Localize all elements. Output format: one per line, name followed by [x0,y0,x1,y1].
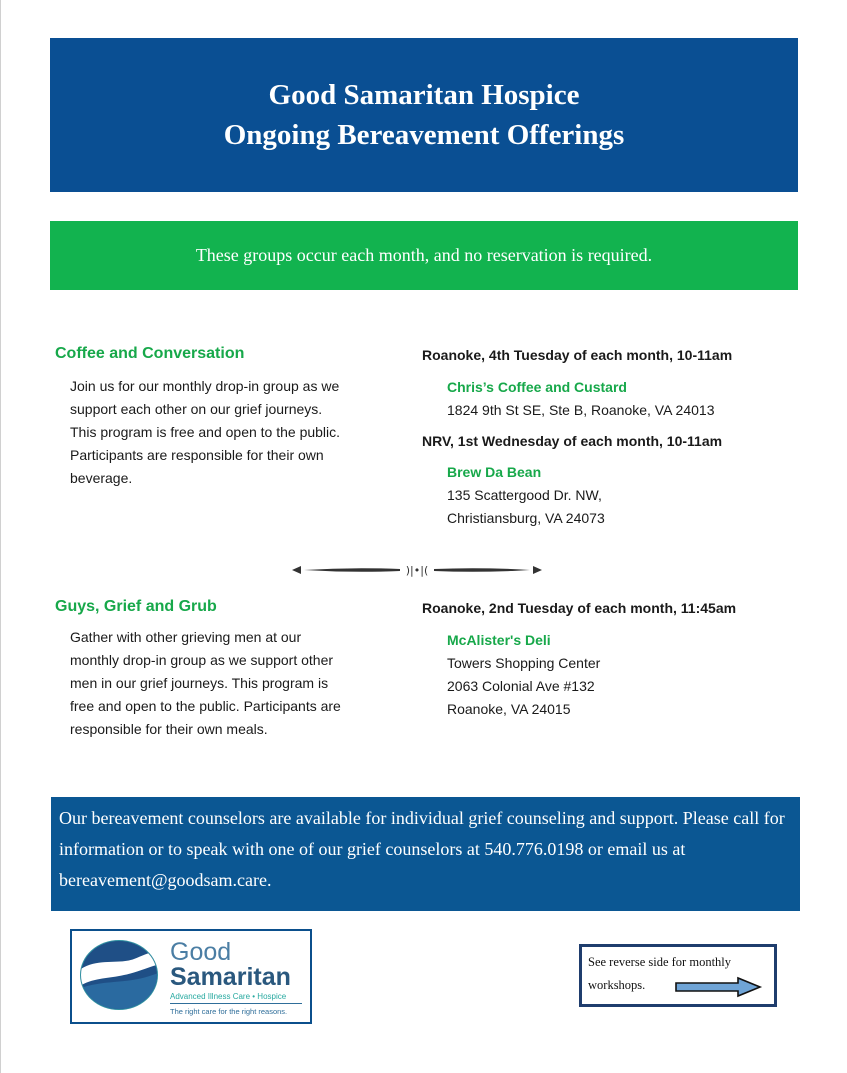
session-address [447,652,600,721]
session-when: NRV, 1st Wednesday of each month, 10-11am [422,433,723,449]
logo-tagline: The right care for the right reasons. [170,1007,288,1016]
address-line: Christiansburg, VA 24073 [447,510,605,526]
svg-text:)|•|(: )|•|( [405,564,429,577]
session-address [447,484,605,530]
group-description-guys: Gather with other grieving men at our monthly drop-in group as we support other men in our grief journeys. This program is free and open to the public. Participants are responsible for their own meals. [70,629,341,737]
address-line: 1824 9th St SE, Ste B, Roanoke, VA 24013 [447,402,715,418]
notice-banner [50,221,798,290]
counseling-footer [51,797,800,911]
reverse-note-line1: See reverse side for monthly [588,955,732,969]
counseling-text: Our bereavement counselors are available for individual grief counseling and support. Please call for information or to speak with one of our grief counselors at 540.776.0198 or email us at bereavement@goodsam.care. [59,808,785,890]
page-edge-rule [0,0,1,1073]
logo-subtitle: Advanced Illness Care • Hospice [170,992,287,1001]
logo-word-good: Good [170,938,232,966]
address-line: Roanoke, VA 24015 [447,701,571,717]
logo-rule [170,1003,302,1004]
header-banner [50,38,798,192]
page-title-line1: Good Samaritan Hospice [268,79,580,111]
session-venue: McAlister's Deli [447,632,551,648]
right-arrow-icon [674,976,764,998]
address-line: 135 Scattergood Dr. NW, [447,487,602,503]
ornamental-divider [292,561,542,579]
address-line: Towers Shopping Center [447,655,601,671]
group-title-guys: Guys, Grief and Grub [55,598,217,615]
group-description-coffee: Join us for our monthly drop-in group as we support each other on our grief journeys. This program is free and open to the public. Participants are responsible for their own beverage. [70,378,341,486]
reverse-note-line2: workshops. [588,978,646,992]
session-when: Roanoke, 2nd Tuesday of each month, 11:45am [422,600,737,616]
river-logo-icon [78,937,164,1017]
logo-word-samaritan: Samaritan [170,963,291,991]
reverse-side-note [579,944,777,1007]
session-venue: Chris’s Coffee and Custard [447,379,627,395]
notice-text: These groups occur each month, and no reservation is required. [195,245,653,265]
session-venue: Brew Da Bean [447,464,542,480]
good-samaritan-logo [70,929,312,1024]
page-title-line2: Ongoing Bereavement Offerings [223,119,625,151]
group-title-coffee: Coffee and Conversation [55,345,245,362]
address-line: 2063 Colonial Ave #132 [447,678,595,694]
session-address [447,399,714,422]
session-when: Roanoke, 4th Tuesday of each month, 10-11am [422,347,733,363]
